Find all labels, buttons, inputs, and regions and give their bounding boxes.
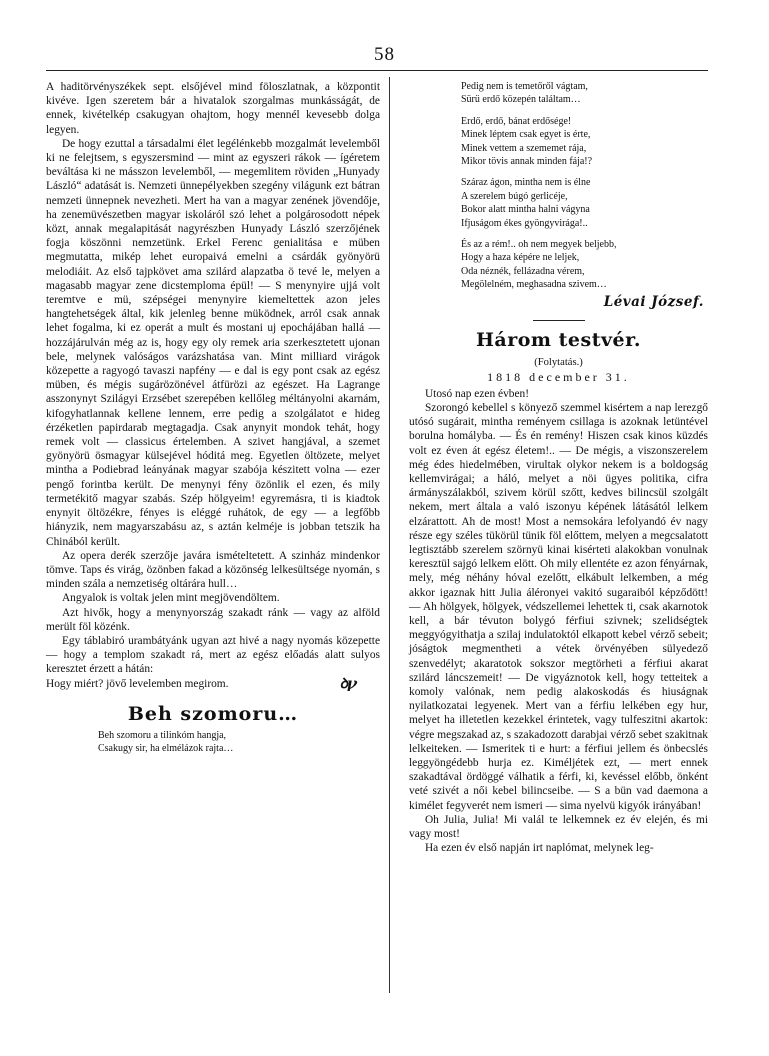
closing-text: Hogy miért? jövő levelemben megirom. [46,677,229,690]
header-rule [46,70,708,71]
poem-line: Oda néznék, fellázadna vérem, [461,265,585,277]
poem-line: Bokor alatt mintha halni vágyna [461,204,590,216]
left-paragraph-1: A haditörvényszékek sept. elsőjével mind föloszlatnak, a központit kivéve. Igen szeretem bár a hivatalok szorgalmas munkásságát, de ennek, kivételkép csakugyan ohajtom, hogy mennél kevesebb dolga legyen. [46,81,380,136]
poem-line: Beh szomoru a tilinkóm hangja, [98,729,227,741]
poem-line: Csakugy sir, ha elmélázok rajta… [98,742,234,754]
poem-line: Minek léptem csak egyet is érte, [461,129,591,141]
right-column [409,80,708,855]
poem-line: Mikor tövis annak minden fája!? [461,156,593,168]
poem-line: Erdő, erdő, bánat erdősége! [461,115,572,127]
right-paragraph-2: Szorongó kebellel s könyező szemmel kisértem a nap lerezgő utósó sugárait, mintha reményem csillaga is azoknak letüntével borulna homályba. — És én remény! Hiszen csak kinos küzdés volt ez éven át egész életem!.. — De mégis, a viszonszerelem még édes hiedelmében, virultak olykor nekem is a boldogság kellemvirágai; a háló, melyet a nöi ügyes politika, cifra ármányszálakból, szivem körül szőtt, kedves bilincsül szolgált nekem, mert általa a való iszonyu képének látásától lelkem elzárattott. Ah de most! Most a nemsokára lefolyandó év nagy része egy széles tükörül tünik föl előttem, melyen a megcsalatott legtisztább szerelem szörnyü kinai kisérteti alakokban vonulnak keresztül sajgó lelkem elött. Oh mily ellentéte ez azon fényárnak, mely, még néhány hóval ezelőtt, elkábult lelkemben, a még akkor igaznak hitt Julia áléronyei vakitó sugaraiból képződött! — Ah hölgyek, hölgyek, védszellemei lehettek ti, csak akarnotok kell, a bár tévuton bolygó férfiui szivnek; szelidségtek meggyógyithatja a szilaj indulatoktól elkapott kebel vérző sebeit; jóságtok megmentheti a vétek örvényében sülyedező szenvedélyt; akaratotok sokszor megtörheti a férfiui akarat szilárd láncszemeit! — De vigyáznotok kell, hogy tetteitek a komoly valónak, nem pedig alakoskodás és hiuságnak nyilatkozatai legyenek. Mert van a férfiu lelkében egy hur, melyet ha illetetlen kezekkel érintetek, vagy tulfeszitni akartok: végre megszakad az, s szakadozott darabjai vérző sebet szakitnak lelkeiteken. — Ismeritek ti e hurt: a férfiui jellem és önbecslés leggyöngédebb hurja ez. Kiméljétek ezt, — mert ennek szakadtával ördöggé válhatik a férfi, ki, kevéssel előbb, önként veté szivét a női kebel bilincseibe. — S a bün vad daemona a kimélet fegyverét nem ismeri — sima nyelvü kigyók irányában! [409,401,708,812]
right-paragraph-4: Ha ezen év első napján irt naplómat, melynek leg- [424,842,654,855]
left-paragraph-5: Azt hivők, hogy a menynyország szakadt ránk — vagy az alföld merült föl közénk. [46,606,380,633]
column-divider [389,77,390,993]
left-paragraph-3: Az opera derék szerzője javára ismételtetett. A szinház mindenkor tömve. Taps és virág, özönben fakad a közönség lelkesültsége nyomán, s minden szála a nemzetiség oltárára hull… [46,549,380,591]
closing-line [46,677,380,691]
author-monogram: ꝺꝩ [339,675,356,692]
story-title: Három testvér. [475,328,641,351]
poem-line: Ifjuságom ékes gyöngyvirága!.. [461,217,588,229]
poem-line: Megölelném, meghasadna szivem… [461,279,607,291]
diary-date: 1818 december 31. [487,369,630,384]
left-paragraph-6: Egy táblabiró urambátyánk ugyan azt hivé a nagy nyomás közepette — hogy a templom szakadt rá, mert az egész előadás alatt sulyos keresztet érzett a hátán: [46,634,380,676]
poem-title: Beh szomoru… [127,702,299,725]
poem-line: Hogy a haza képére ne leljek, [461,252,580,264]
poem-line: És az a rém!.. oh nem megyek beljebb, [461,239,617,251]
poem-line: Száraz ágon, mintha nem is élne [461,177,591,189]
page-number: 58 [374,44,395,65]
poem-line: Minek vettem a szememet rája, [461,142,587,154]
left-column [46,80,380,755]
left-paragraph-4: Angyalok is voltak jelen mint megjövendöltem. [61,592,280,605]
section-divider [533,320,585,321]
left-paragraph-2: De hogy ezuttal a társadalmi élet legélénkebb mozgalmát levelemből ki ne felejtsem, s egyszersmind — mint az egyszeri rákok — ígéretem beváltása ki ne másszon levelemből, — megemlitem röviden „Hunyady László“ adatását is. Nemzeti ünnepélyekben szegény világunk ezt bátran nemzeti ünnepnek nevezheti. Mert ha van a magyar zenének jövendője, ha zenemüvészetben magyar iskoláról szó lehet a polgárosodott népek közt, annak megalapitását nagyrészben Hunyady László szerzőjének fogja köszönni nemzetünk. Erkel Ferenc genialitása e müben megmutatta, mikép lehet europaivá emelni a csárdák gyönyörü melodiáit. Az első tajpkövet ama szilárd alapzatba ö tevé le, melyen a magasabb magyar zene dicstemploma épül! — S menynyire ujjá volt teremtve e mü, szépségei menynyire kiemeltettek azon jeles hangtehetségek által, kik jelenleg benne müködnek, arról csak annak lehet fogalma, ki ez operát a mult és mostani uj epochájában hallá — hozzájárulván még az is, hogy egy oly remek aria szerkesztetett ujonan bele, melynek valóságos varázshatása van. Mint milliard virágok közepette a ragyogó tavaszi napfény — e dal is egy pont csak az egész müben, és mégis sugárözönével átfürözi az egészet. Ha Lagrange asszonynyt Szilágyi Erzsébet szerepében kellőleg méltányolni akarnám, kifogyhatlannak kellene lennem, erre pedig a szolgálatot e hideg érzéketlen papirdarab megtagadja. Csak anynyit mondok tehát, hogy remek volt — classicus értelemben. A szivet hangjával, a szemet gyönyörü ösmagyar külsejével hóditá meg. Egyetlen öltözete, melyet mintha a Podiebrad leányának magyar szabója készitett volna — ezer pengő forintba került. De menynyi fény özönlik el ezen, és mily termetékitő magyar szabás. Szép hölgyeim! egyremásra, ti is kiadtok enynyit öltözékre, fényes is eléggé ruhátok, de egy — a legfőbb hiányzik, nem magyarszabásu az, s aztán kelméje is jobban tetszik ha Chinából került. [46,137,380,548]
poem-author: Lévai József. [603,293,704,310]
poem-line: Pedig nem is temetőről vágtam, [461,81,588,92]
poem-line: A szerelem búgó gerlicéje, [461,190,568,202]
right-paragraph-3: Oh Julia, Julia! Mi valál te lelkemnek ez év elején, és mi vagy most! [409,813,708,840]
right-paragraph-1: Utosó nap ezen évben! [424,387,530,400]
continued-note: (Folytatás.) [534,356,583,368]
poem-line: Sürü erdő közepén találtam… [461,94,581,106]
